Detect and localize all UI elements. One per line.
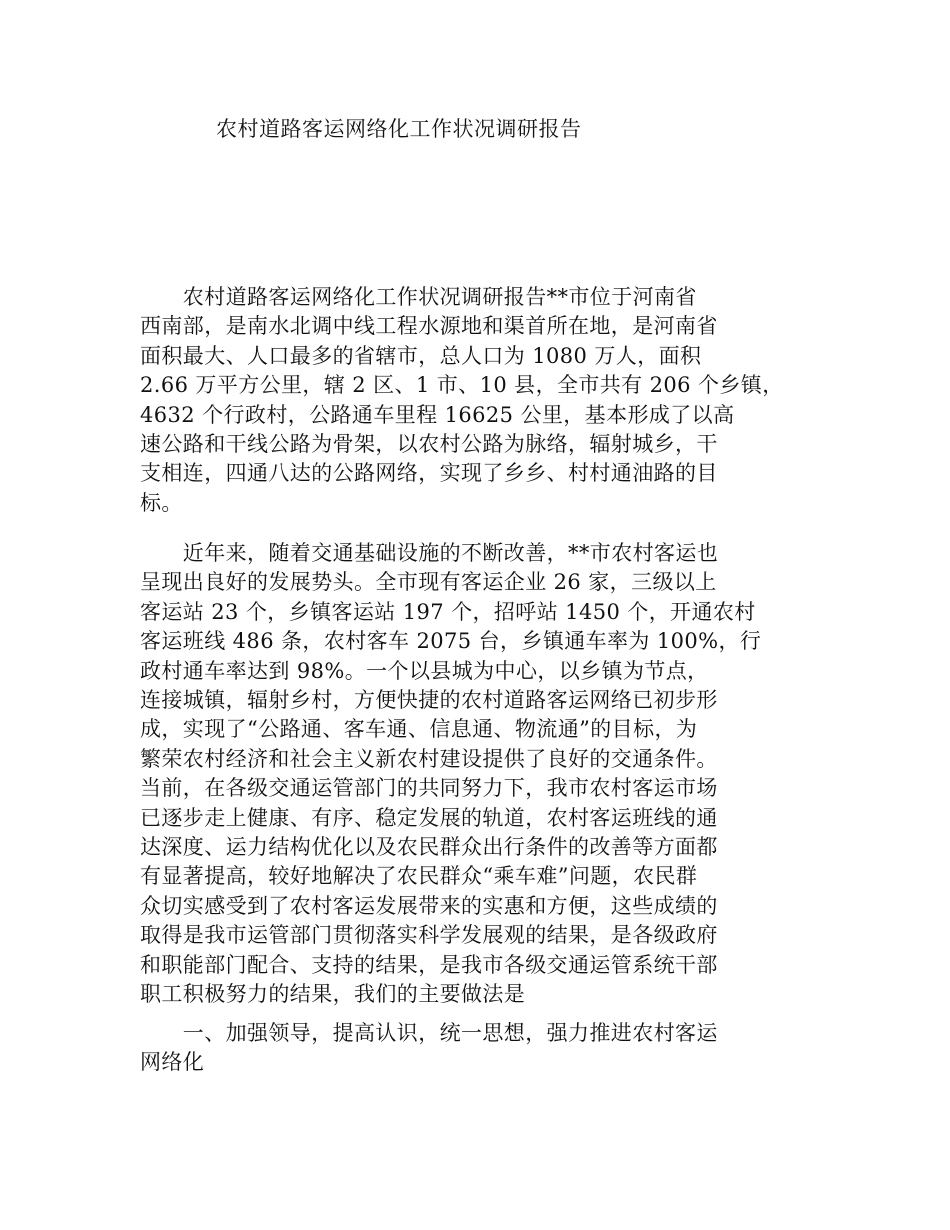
paragraph-line: 繁荣农村经济和社会主义新农村建设提供了良好的交通条件。 <box>140 746 718 771</box>
paragraph-line: 众切实感受到了农村客运发展带来的实惠和方便，这些成绩的 <box>140 893 718 918</box>
paragraph-line: 有显著提高，较好地解决了农民群众“乘车难”问题，农民群 <box>140 864 698 889</box>
paragraph-line: 西南部，是南水北调中线工程水源地和渠首所在地，是河南省 <box>140 314 718 339</box>
paragraph-line: 客运站 23 个，乡镇客运站 197 个，招呼站 1450 个，开通农村 <box>140 599 756 624</box>
paragraph-line: 网络化 <box>140 1050 205 1075</box>
paragraph-line: 4632 个行政村，公路通车里程 16625 公里，基本形成了以高 <box>140 402 735 427</box>
paragraph-line: 一、加强领导，提高认识，统一思想，强力推进农村客运 <box>140 1021 718 1045</box>
paragraph-line: 和职能部门配合、支持的结果，是我市各级交通运管系统干部 <box>140 952 718 977</box>
paragraph-line: 已逐步走上健康、有序、稳定发展的轨道，农村客运班线的通 <box>140 805 718 830</box>
paragraph-line: 2.66 万平方公里，辖 2 区、1 市、10 县，全市共有 206 个乡镇， <box>140 373 784 398</box>
paragraph-line: 近年来，随着交通基础设施的不断改善，**市农村客运也 <box>140 541 719 565</box>
paragraph-line: 连接城镇，辐射乡村，方便快捷的农村道路客运网络已初步形 <box>140 688 718 713</box>
paragraph-line: 政村通车率达到 98%。一个以县城为中心，以乡镇为节点， <box>140 658 709 683</box>
paragraph-line: 成，实现了“公路通、客车通、信息通、物流通”的目标，为 <box>140 717 698 742</box>
paragraph-line: 农村道路客运网络化工作状况调研报告**市位于河南省 <box>140 285 697 309</box>
paragraph-line: 速公路和干线公路为骨架，以农村公路为脉络，辐射城乡，干 <box>140 432 718 457</box>
paragraph-line: 支相连，四通八达的公路网络，实现了乡乡、村村通油路的目 <box>140 461 718 486</box>
paragraph-line: 当前，在各级交通运管部门的共同努力下，我市农村客运市场 <box>140 776 718 801</box>
paragraph-section-heading <box>140 1019 820 1078</box>
paragraph-intro <box>140 283 820 518</box>
paragraph-line: 达深度、运力结构优化以及农民群众出行条件的改善等方面都 <box>140 835 718 860</box>
paragraph-line: 标。 <box>140 490 183 515</box>
paragraph-line: 面积最大、人口最多的省辖市，总人口为 1080 万人，面积 <box>140 343 702 368</box>
paragraph-recent-years <box>140 539 820 1010</box>
document-title: 农村道路客运网络化工作状况调研报告 <box>216 117 582 141</box>
paragraph-line: 职工积极努力的结果，我们的主要做法是 <box>140 982 526 1007</box>
paragraph-line: 取得是我市运管部门贯彻落实科学发展观的结果，是各级政府 <box>140 923 718 948</box>
paragraph-line: 客运班线 486 条，农村客车 2075 台，乡镇通车率为 100%，行 <box>140 629 762 654</box>
paragraph-line: 呈现出良好的发展势头。全市现有客运企业 26 家，三级以上 <box>140 570 717 595</box>
